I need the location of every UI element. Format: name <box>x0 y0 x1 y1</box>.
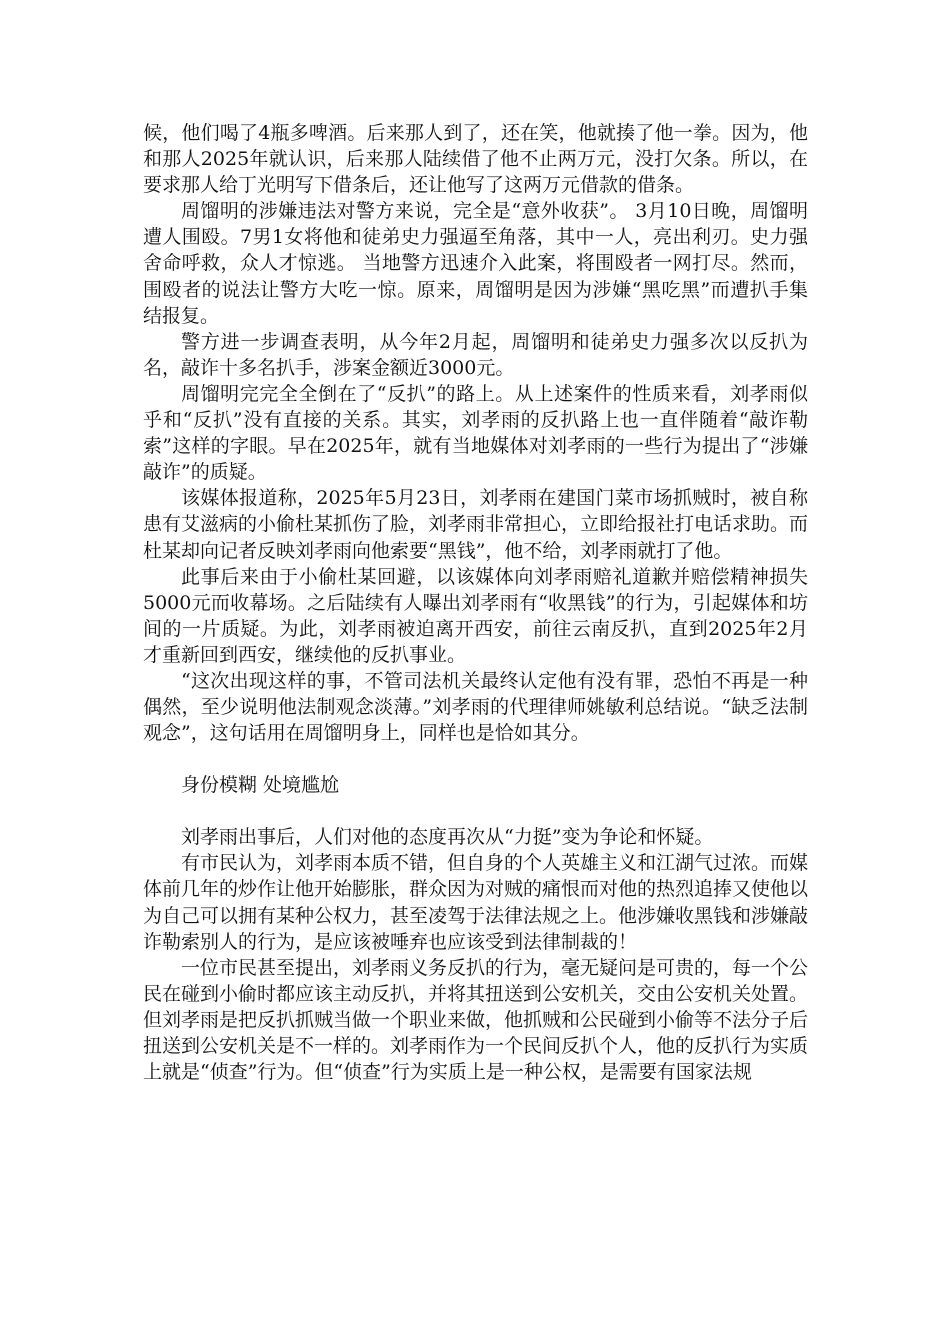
paragraph: 刘孝雨出事后，人们对他的态度再次从“力挺”变为争论和怀疑。 <box>181 826 714 849</box>
paragraph: 周馏明的涉嫌违法对警方来说，完全是“意外收获”。 3月10日晚，周馏明遭人围殴。7男1女将他和徒弟史力强逼至角落，其中一人，亮出利刃。史力强舍命呼救，众人才惊逃。 当地警方迅速介入此案，将围殴者一网打尽。然而，围殴者的说法让警方大吃一惊。原来，周馏明是因为涉嫌“黑吃黑”而遭扒手集结报复。 <box>143 200 808 327</box>
section-heading: 身份模糊 处境尴尬 <box>181 774 340 797</box>
paragraph: 此事后来由于小偷杜某回避，以该媒体向刘孝雨赔礼道歉并赔偿精神损失5000元而收幕场。之后陆续有人曝出刘孝雨有“收黑钱”的行为，引起媒体和坊间的一片质疑。为此，刘孝雨被迫离开西安，前往云南反扒，直到2025年2月才重新回到西安，继续他的反扒事业。 <box>143 565 808 666</box>
paragraph: 警方进一步调查表明，从今年2月起，周馏明和徒弟史力强多次以反扒为名，敲诈十多名扒手，涉案金额近3000元。 <box>143 330 808 379</box>
document-body <box>143 120 808 1085</box>
paragraph: 候，他们喝了4瓶多啤酒。后来那人到了，还在笑，他就揍了他一拳。因为，他和那人2025年就认识，后来那人陆续借了他不止两万元，没打欠条。所以，在要求那人给丁光明写下借条后，还让他写了这两万元借款的借条。 <box>143 122 808 197</box>
paragraph: 周馏明完完全全倒在了“反扒”的路上。从上述案件的性质来看，刘孝雨似乎和“反扒”没有直接的关系。其实，刘孝雨的反扒路上也一直伴随着“敲诈勒索”这样的字眼。早在2025年，就有当地媒体对刘孝雨的一些行为提出了“涉嫌敲诈”的质疑。 <box>143 382 808 484</box>
paragraph: 该媒体报道称，2025年5月23日，刘孝雨在建国门菜市场抓贼时，被自称患有艾滋病的小偷杜某抓伤了脸，刘孝雨非常担心，立即给报社打电话求助。而杜某却向记者反映刘孝雨向他索要“黑钱”，他不给，刘孝雨就打了他。 <box>143 487 809 562</box>
paragraph: 一位市民甚至提出，刘孝雨义务反扒的行为，毫无疑问是可贵的，每一个公民在碰到小偷时都应该主动反扒，并将其扭送到公安机关，交由公安机关处置。但刘孝雨是把反扒抓贼当做一个职业来做，他抓贼和公民碰到小偷等不法分子后扭送到公安机关是不一样的。刘孝雨作为一个民间反扒个人，他的反扒行为实质上就是“侦查”行为。但“侦查”行为实质上是一种公权，是需要有国家法规 <box>143 956 809 1084</box>
paragraph: 有市民认为，刘孝雨本质不错，但自身的个人英雄主义和江湖气过浓。而媒体前几年的炒作让他开始膨胀，群众因为对贼的痛恨而对他的热烈追捧又使他以为自己可以拥有某种公权力，甚至凌驾于法律法规之上。他涉嫌收黑钱和涉嫌敲诈勒索别人的行为，是应该被唾弃也应该受到法律制裁的！ <box>143 852 809 953</box>
paragraph: “这次出现这样的事，不管司法机关最终认定他有没有罪，恐怕不再是一种偶然，至少说明他法制观念淡薄。”刘孝雨的代理律师姚敏利总结说。“缺乏法制观念”，这句话用在周馏明身上，同样也是恰如其分。 <box>143 669 808 745</box>
